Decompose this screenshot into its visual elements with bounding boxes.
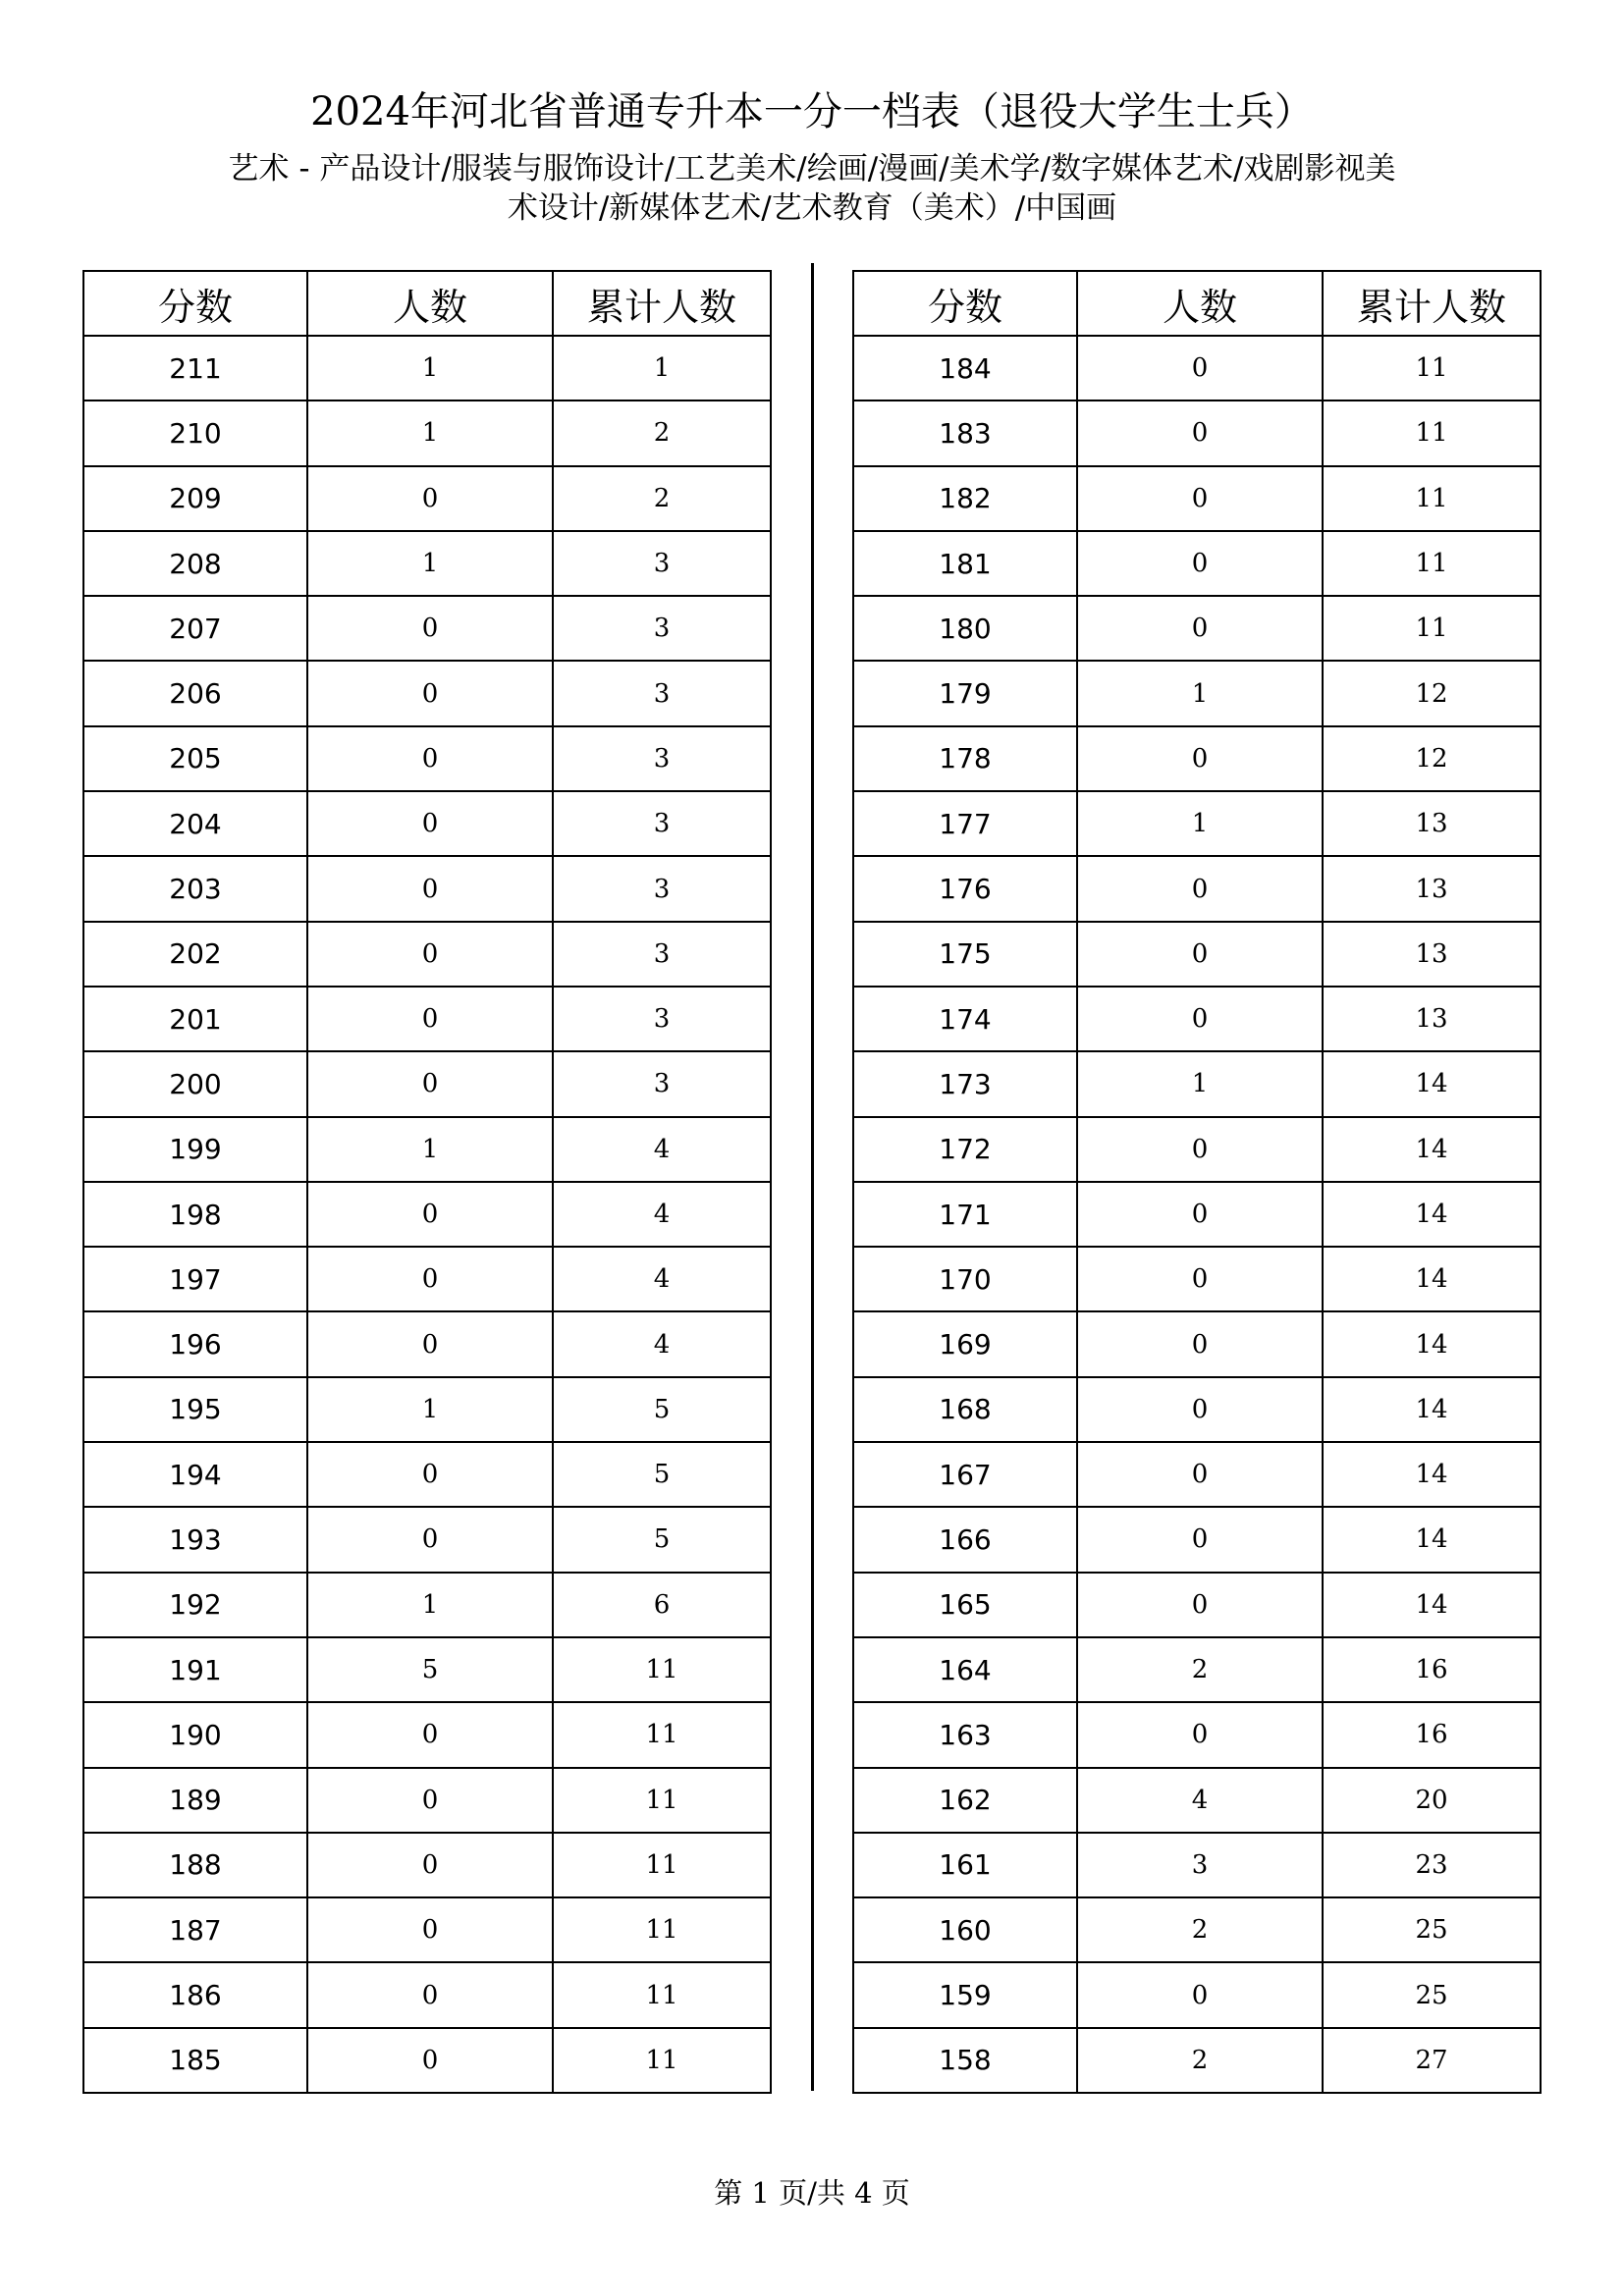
header-cumulative: 累计人数	[553, 271, 771, 336]
count-cell: 1	[1077, 1051, 1323, 1116]
cumulative-cell: 4	[553, 1247, 771, 1311]
score-cell: 188	[83, 1833, 307, 1897]
count-cell: 0	[1077, 1702, 1323, 1767]
table-row	[853, 726, 1541, 791]
score-cell: 204	[83, 791, 307, 856]
page-title: 2024年河北省普通专升本一分一档表（退役大学生士兵）	[310, 89, 1314, 134]
table-row	[83, 726, 771, 791]
cumulative-cell: 11	[1323, 466, 1541, 531]
score-cell: 165	[853, 1573, 1077, 1637]
count-cell: 0	[1077, 400, 1323, 465]
table-row	[853, 2028, 1541, 2093]
score-cell: 173	[853, 1051, 1077, 1116]
table-row	[83, 791, 771, 856]
cumulative-cell: 4	[553, 1182, 771, 1247]
score-cell: 170	[853, 1247, 1077, 1311]
table-row	[853, 661, 1541, 725]
header-cumulative: 累计人数	[1323, 271, 1541, 336]
table-row	[853, 596, 1541, 661]
score-cell: 181	[853, 531, 1077, 596]
score-cell: 199	[83, 1117, 307, 1182]
count-cell: 0	[1077, 987, 1323, 1051]
table-row	[83, 1833, 771, 1897]
table-row	[853, 1377, 1541, 1442]
score-cell: 205	[83, 726, 307, 791]
cumulative-cell: 11	[553, 1833, 771, 1897]
count-cell: 3	[1077, 1833, 1323, 1897]
score-cell: 163	[853, 1702, 1077, 1767]
count-cell: 0	[307, 1897, 553, 1962]
cumulative-cell: 4	[553, 1117, 771, 1182]
score-cell: 208	[83, 531, 307, 596]
score-cell: 171	[853, 1182, 1077, 1247]
table-row	[83, 661, 771, 725]
score-cell: 193	[83, 1507, 307, 1572]
subtitle-line-1: 艺术 - 产品设计/服装与服饰设计/工艺美术/绘画/漫画/美术学/数字媒体艺术/戏剧影视美	[228, 151, 1396, 187]
cumulative-cell: 11	[1323, 596, 1541, 661]
cumulative-cell: 4	[553, 1311, 771, 1376]
table-row	[853, 1768, 1541, 1833]
score-cell: 167	[853, 1442, 1077, 1507]
score-cell: 209	[83, 466, 307, 531]
score-cell: 197	[83, 1247, 307, 1311]
cumulative-cell: 23	[1323, 1833, 1541, 1897]
count-cell: 0	[307, 661, 553, 725]
score-cell: 191	[83, 1637, 307, 1702]
cumulative-cell: 20	[1323, 1768, 1541, 1833]
table-row	[853, 336, 1541, 400]
count-cell: 0	[307, 1182, 553, 1247]
column-divider	[811, 263, 814, 2091]
count-cell: 0	[307, 987, 553, 1051]
count-cell: 0	[307, 1051, 553, 1116]
score-cell: 183	[853, 400, 1077, 465]
table-row	[853, 922, 1541, 987]
cumulative-cell: 11	[553, 1702, 771, 1767]
cumulative-cell: 11	[1323, 400, 1541, 465]
cumulative-cell: 3	[553, 661, 771, 725]
table-row	[853, 1182, 1541, 1247]
count-cell: 0	[1077, 1247, 1323, 1311]
table-row	[853, 1051, 1541, 1116]
score-cell: 195	[83, 1377, 307, 1442]
cumulative-cell: 14	[1323, 1247, 1541, 1311]
header-score: 分数	[83, 271, 307, 336]
count-cell: 0	[1077, 1182, 1323, 1247]
count-cell: 0	[307, 466, 553, 531]
count-cell: 0	[1077, 922, 1323, 987]
table-row	[853, 1442, 1541, 1507]
score-cell: 169	[853, 1311, 1077, 1376]
score-cell: 172	[853, 1117, 1077, 1182]
score-cell: 206	[83, 661, 307, 725]
table-row	[83, 1051, 771, 1116]
cumulative-cell: 14	[1323, 1573, 1541, 1637]
count-cell: 0	[1077, 1117, 1323, 1182]
table-row	[83, 596, 771, 661]
count-cell: 0	[1077, 466, 1323, 531]
score-cell: 190	[83, 1702, 307, 1767]
score-cell: 177	[853, 791, 1077, 856]
table-header-row	[853, 271, 1541, 336]
count-cell: 1	[307, 1573, 553, 1637]
table-row	[853, 1702, 1541, 1767]
count-cell: 0	[1077, 336, 1323, 400]
count-cell: 1	[307, 400, 553, 465]
count-cell: 0	[1077, 1377, 1323, 1442]
cumulative-cell: 27	[1323, 2028, 1541, 2093]
cumulative-cell: 11	[553, 1768, 771, 1833]
score-cell: 180	[853, 596, 1077, 661]
table-row	[83, 1507, 771, 1572]
count-cell: 0	[307, 856, 553, 921]
cumulative-cell: 25	[1323, 1897, 1541, 1962]
cumulative-cell: 3	[553, 791, 771, 856]
count-cell: 0	[307, 726, 553, 791]
count-cell: 0	[307, 1833, 553, 1897]
count-cell: 1	[1077, 791, 1323, 856]
cumulative-cell: 16	[1323, 1637, 1541, 1702]
table-row	[83, 400, 771, 465]
table-row	[83, 1637, 771, 1702]
table-row	[853, 1833, 1541, 1897]
cumulative-cell: 14	[1323, 1182, 1541, 1247]
cumulative-cell: 3	[553, 596, 771, 661]
cumulative-cell: 14	[1323, 1117, 1541, 1182]
count-cell: 0	[1077, 1507, 1323, 1572]
count-cell: 0	[307, 1702, 553, 1767]
cumulative-cell: 5	[553, 1442, 771, 1507]
score-cell: 203	[83, 856, 307, 921]
cumulative-cell: 12	[1323, 661, 1541, 725]
score-cell: 168	[853, 1377, 1077, 1442]
count-cell: 0	[1077, 1573, 1323, 1637]
table-row	[83, 1442, 771, 1507]
count-cell: 0	[307, 1311, 553, 1376]
cumulative-cell: 3	[553, 922, 771, 987]
cumulative-cell: 5	[553, 1507, 771, 1572]
cumulative-cell: 14	[1323, 1507, 1541, 1572]
score-cell: 159	[853, 1962, 1077, 2027]
header-count: 人数	[307, 271, 553, 336]
table-row	[853, 1897, 1541, 1962]
count-cell: 2	[1077, 2028, 1323, 2093]
count-cell: 2	[1077, 1637, 1323, 1702]
count-cell: 1	[307, 1117, 553, 1182]
count-cell: 0	[1077, 531, 1323, 596]
cumulative-cell: 3	[553, 531, 771, 596]
cumulative-cell: 16	[1323, 1702, 1541, 1767]
score-cell: 161	[853, 1833, 1077, 1897]
score-cell: 211	[83, 336, 307, 400]
cumulative-cell: 1	[553, 336, 771, 400]
table-row	[83, 531, 771, 596]
cumulative-cell: 3	[553, 1051, 771, 1116]
cumulative-cell: 25	[1323, 1962, 1541, 2027]
count-cell: 1	[307, 1377, 553, 1442]
count-cell: 1	[1077, 661, 1323, 725]
score-cell: 178	[853, 726, 1077, 791]
score-cell: 176	[853, 856, 1077, 921]
count-cell: 0	[307, 1507, 553, 1572]
count-cell: 0	[307, 791, 553, 856]
score-cell: 160	[853, 1897, 1077, 1962]
cumulative-cell: 14	[1323, 1051, 1541, 1116]
count-cell: 0	[307, 1247, 553, 1311]
score-cell: 182	[853, 466, 1077, 531]
table-row	[853, 1117, 1541, 1182]
page-footer: 第 1 页/共 4 页	[714, 2176, 910, 2210]
score-cell: 200	[83, 1051, 307, 1116]
table-row	[853, 1247, 1541, 1311]
count-cell: 0	[307, 1962, 553, 2027]
score-cell: 162	[853, 1768, 1077, 1833]
cumulative-cell: 11	[1323, 531, 1541, 596]
table-row	[83, 1768, 771, 1833]
score-cell: 166	[853, 1507, 1077, 1572]
cumulative-cell: 3	[553, 987, 771, 1051]
table-row	[83, 1247, 771, 1311]
left-table-body	[83, 336, 771, 2093]
score-cell: 192	[83, 1573, 307, 1637]
score-cell: 196	[83, 1311, 307, 1376]
table-row	[853, 1507, 1541, 1572]
count-cell: 0	[1077, 856, 1323, 921]
subtitle-line-2: 术设计/新媒体艺术/艺术教育（美术）/中国画	[507, 190, 1117, 226]
table-row	[83, 922, 771, 987]
score-cell: 179	[853, 661, 1077, 725]
cumulative-cell: 14	[1323, 1442, 1541, 1507]
header-count: 人数	[1077, 271, 1323, 336]
count-cell: 0	[1077, 596, 1323, 661]
table-header-row	[83, 271, 771, 336]
cumulative-cell: 2	[553, 466, 771, 531]
table-row	[853, 531, 1541, 596]
score-cell: 194	[83, 1442, 307, 1507]
cumulative-cell: 13	[1323, 987, 1541, 1051]
cumulative-cell: 14	[1323, 1377, 1541, 1442]
table-row	[83, 336, 771, 400]
score-cell: 201	[83, 987, 307, 1051]
score-cell: 198	[83, 1182, 307, 1247]
count-cell: 5	[307, 1637, 553, 1702]
score-cell: 164	[853, 1637, 1077, 1702]
count-cell: 1	[307, 531, 553, 596]
count-cell: 2	[1077, 1897, 1323, 1962]
table-row	[83, 466, 771, 531]
score-cell: 202	[83, 922, 307, 987]
score-cell: 185	[83, 2028, 307, 2093]
count-cell: 4	[1077, 1768, 1323, 1833]
table-row	[83, 1573, 771, 1637]
table-row	[853, 1573, 1541, 1637]
table-row	[83, 1182, 771, 1247]
count-cell: 0	[307, 922, 553, 987]
cumulative-cell: 11	[553, 1962, 771, 2027]
table-row	[853, 1962, 1541, 2027]
table-row	[853, 987, 1541, 1051]
table-row	[853, 466, 1541, 531]
table-row	[83, 2028, 771, 2093]
count-cell: 0	[1077, 1442, 1323, 1507]
cumulative-cell: 11	[553, 1897, 771, 1962]
cumulative-cell: 14	[1323, 1311, 1541, 1376]
cumulative-cell: 6	[553, 1573, 771, 1637]
cumulative-cell: 13	[1323, 856, 1541, 921]
table-row	[853, 856, 1541, 921]
table-row	[83, 1377, 771, 1442]
cumulative-cell: 11	[1323, 336, 1541, 400]
table-row	[83, 987, 771, 1051]
table-row	[83, 1311, 771, 1376]
score-cell: 189	[83, 1768, 307, 1833]
count-cell: 1	[307, 336, 553, 400]
count-cell: 0	[1077, 726, 1323, 791]
score-table-right	[852, 270, 1542, 2094]
table-row	[83, 1962, 771, 2027]
count-cell: 0	[307, 1442, 553, 1507]
cumulative-cell: 13	[1323, 922, 1541, 987]
cumulative-cell: 2	[553, 400, 771, 465]
cumulative-cell: 3	[553, 856, 771, 921]
count-cell: 0	[1077, 1962, 1323, 2027]
right-table-body	[853, 336, 1541, 2093]
score-cell: 186	[83, 1962, 307, 2027]
table-row	[853, 791, 1541, 856]
table-row	[83, 1702, 771, 1767]
cumulative-cell: 11	[553, 2028, 771, 2093]
table-row	[853, 1637, 1541, 1702]
cumulative-cell: 5	[553, 1377, 771, 1442]
count-cell: 0	[307, 1768, 553, 1833]
table-row	[83, 856, 771, 921]
table-row	[83, 1897, 771, 1962]
table-row	[853, 1311, 1541, 1376]
score-cell: 187	[83, 1897, 307, 1962]
count-cell: 0	[1077, 1311, 1323, 1376]
table-row	[83, 1117, 771, 1182]
score-cell: 158	[853, 2028, 1077, 2093]
cumulative-cell: 3	[553, 726, 771, 791]
count-cell: 0	[307, 2028, 553, 2093]
cumulative-cell: 12	[1323, 726, 1541, 791]
cumulative-cell: 11	[553, 1637, 771, 1702]
score-cell: 174	[853, 987, 1077, 1051]
score-table-left	[82, 270, 772, 2094]
score-cell: 210	[83, 400, 307, 465]
header-score: 分数	[853, 271, 1077, 336]
score-cell: 207	[83, 596, 307, 661]
score-cell: 175	[853, 922, 1077, 987]
cumulative-cell: 13	[1323, 791, 1541, 856]
table-row	[853, 400, 1541, 465]
score-cell: 184	[853, 336, 1077, 400]
count-cell: 0	[307, 596, 553, 661]
